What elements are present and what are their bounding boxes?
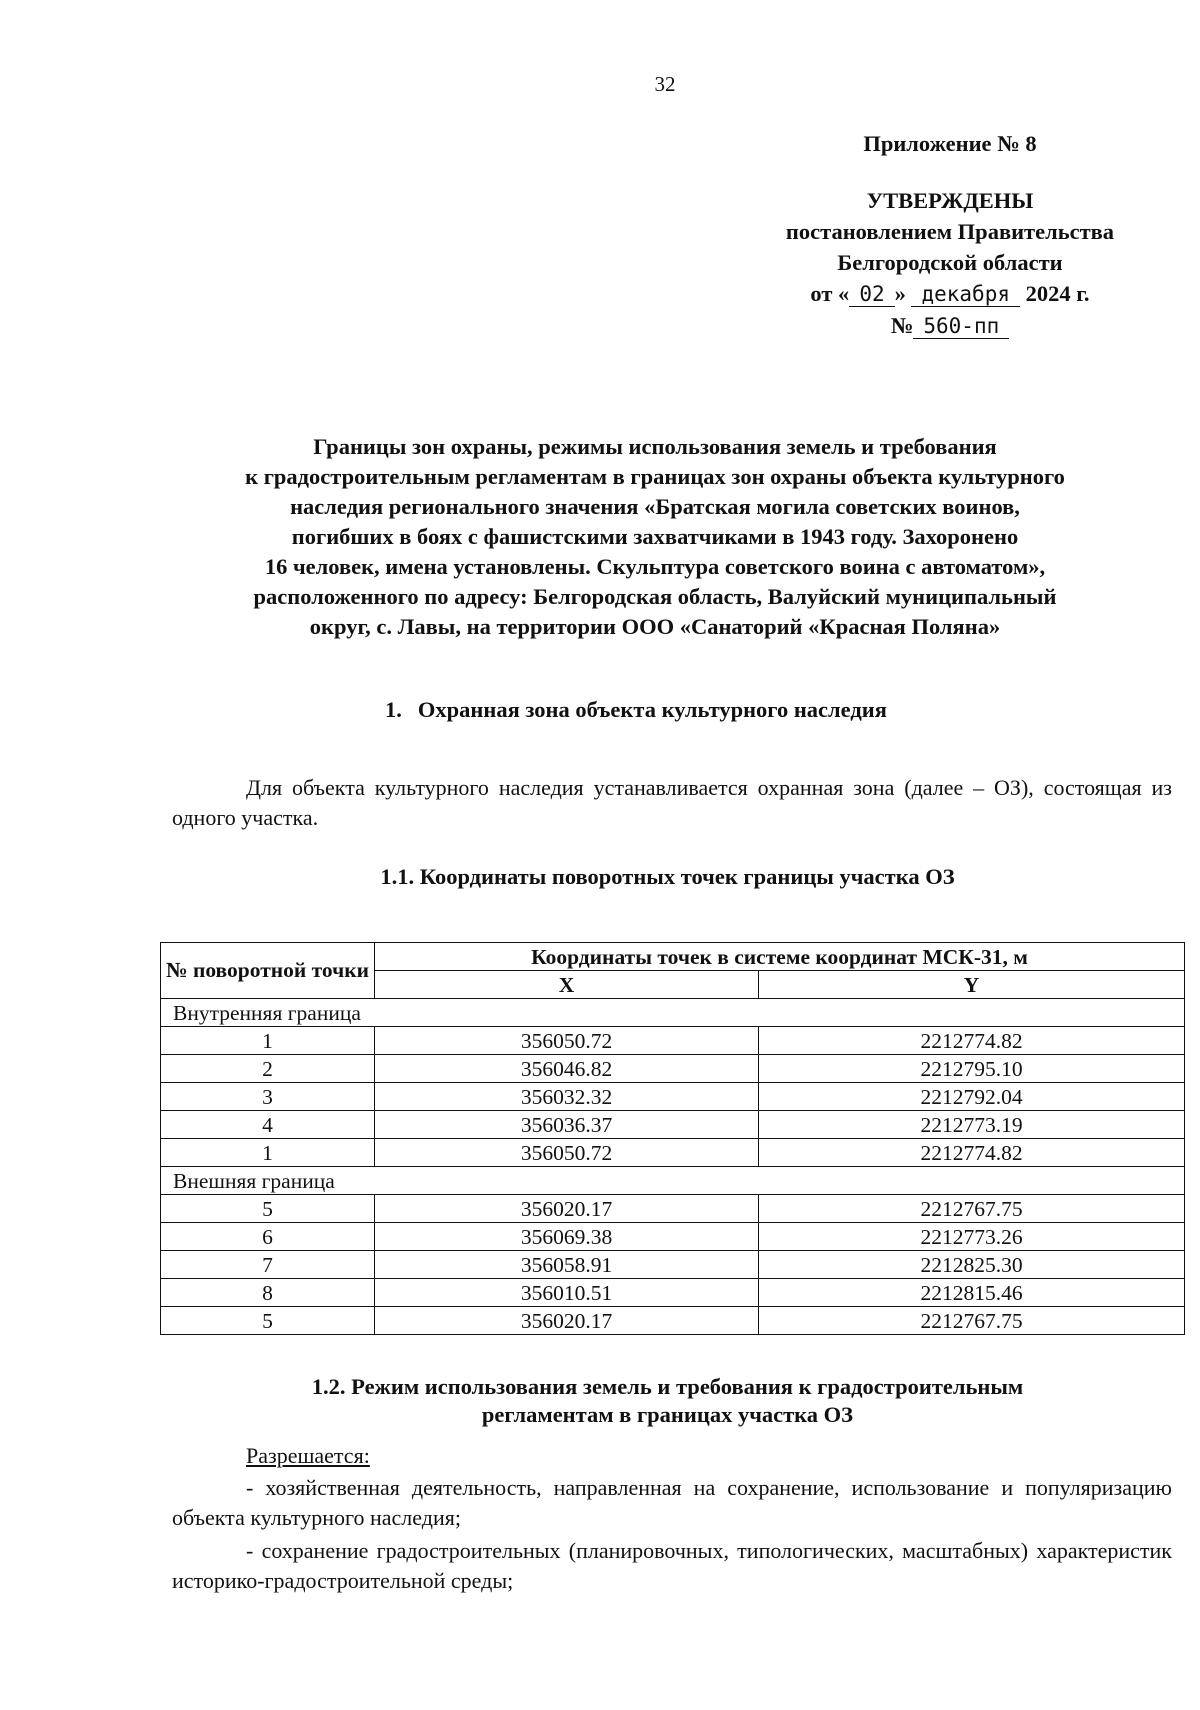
date-prefix: от « <box>810 281 850 306</box>
section-1-1-heading: 1.1. Координаты поворотных точек границы участка ОЗ <box>380 864 955 889</box>
date-month: декабря <box>911 282 1020 307</box>
section-1-2-heading-line1: 1.2. Режим использования земель и требования к градостроительным <box>311 1374 1024 1399</box>
approved-region-line: Белгородской области <box>837 250 1063 275</box>
y-value: 2212795.10 <box>759 1055 1185 1083</box>
table-row <box>161 1111 1185 1139</box>
y-value: 2212773.26 <box>759 1223 1185 1251</box>
point-number: 2 <box>161 1055 375 1083</box>
title-line: Границы зон охраны, режимы использования земель и требования <box>313 434 997 459</box>
x-value: 356020.17 <box>375 1307 759 1335</box>
number-value: 560-пп <box>913 314 1009 339</box>
y-value: 2212773.19 <box>759 1111 1185 1139</box>
y-value: 2212774.82 <box>759 1139 1185 1167</box>
point-number: 3 <box>161 1083 375 1111</box>
y-header: Y <box>759 971 1185 999</box>
section-1-title: Охранная зона объекта культурного наследия <box>417 697 887 722</box>
point-number: 5 <box>161 1307 375 1335</box>
point-number-header: № поворотной точки <box>161 943 375 999</box>
approval-number <box>700 310 1200 342</box>
title-line: расположенного по адресу: Белгородская область, Валуйский муниципальный <box>253 584 1057 609</box>
x-value: 356036.37 <box>375 1111 759 1139</box>
section-1-2-heading <box>150 1373 1185 1429</box>
section-1-number: 1. <box>385 697 402 722</box>
point-number: 8 <box>161 1279 375 1307</box>
section-1-paragraph: Для объекта культурного наследия устанавливается охранная зона (далее – ОЗ), состоящая из одного участка. <box>172 775 1172 830</box>
x-value: 356010.51 <box>375 1279 759 1307</box>
y-value: 2212767.75 <box>759 1195 1185 1223</box>
section-1-2-heading-line2: регламентам в границах участка ОЗ <box>481 1402 854 1427</box>
table-row <box>161 1083 1185 1111</box>
table-row <box>161 1223 1185 1251</box>
point-number: 6 <box>161 1223 375 1251</box>
title-line: округ, с. Лавы, на территории ООО «Санаторий «Красная Поляна» <box>309 614 1001 639</box>
x-value: 356069.38 <box>375 1223 759 1251</box>
allowed-label: Разрешается: <box>246 1443 370 1468</box>
allowed-item-2: - сохранение градостроительных (планировочных, типологических, масштабных) характеристик историко-градостроительной среды; <box>172 1538 1172 1593</box>
x-value: 356020.17 <box>375 1195 759 1223</box>
point-number: 5 <box>161 1195 375 1223</box>
approval-date <box>700 278 1200 310</box>
date-year: 2024 г. <box>1025 281 1090 306</box>
x-value: 356058.91 <box>375 1251 759 1279</box>
x-value: 356046.82 <box>375 1055 759 1083</box>
table-row <box>161 1251 1185 1279</box>
document-title <box>150 432 1160 642</box>
table-row <box>161 1027 1185 1055</box>
table-row <box>161 1195 1185 1223</box>
appendix-label: Приложение № 8 <box>863 131 1037 156</box>
coord-system-header: Координаты точек в системе координат МСК-31, м <box>375 943 1185 971</box>
point-number: 7 <box>161 1251 375 1279</box>
approval-block <box>700 128 1200 342</box>
table-row <box>161 1307 1185 1335</box>
title-line: к градостроительным регламентам в границах зон охраны объекта культурного <box>245 464 1065 489</box>
point-number: 1 <box>161 1027 375 1055</box>
coordinates-table <box>160 942 1185 1335</box>
y-value: 2212815.46 <box>759 1279 1185 1307</box>
x-value: 356050.72 <box>375 1027 759 1055</box>
number-prefix: № <box>890 313 914 338</box>
date-mid: » <box>894 281 906 306</box>
title-line: наследия регионального значения «Братская могила советских воинов, <box>290 494 1020 519</box>
date-day: 02 <box>849 282 894 307</box>
x-value: 356050.72 <box>375 1139 759 1167</box>
y-value: 2212774.82 <box>759 1027 1185 1055</box>
table-row <box>161 1055 1185 1083</box>
page-number: 32 <box>654 72 676 96</box>
table-row <box>161 1139 1185 1167</box>
point-number: 4 <box>161 1111 375 1139</box>
x-value: 356032.32 <box>375 1083 759 1111</box>
y-value: 2212825.30 <box>759 1251 1185 1279</box>
allowed-item-1: - хозяйственная деятельность, направленная на сохранение, использование и популяризацию объекта культурного наследия; <box>172 1475 1172 1530</box>
title-line: 16 человек, имена установлены. Скульптура советского воина с автоматом», <box>264 554 1046 579</box>
y-value: 2212767.75 <box>759 1307 1185 1335</box>
title-line: погибших в боях с фашистскими захватчиками в 1943 году. Захоронено <box>291 524 1019 549</box>
approved-by-line: постановлением Правительства <box>785 219 1115 244</box>
point-number: 1 <box>161 1139 375 1167</box>
section-1-heading <box>385 697 887 723</box>
approved-title: УТВЕРЖДЕНЫ <box>866 188 1034 213</box>
table-row <box>161 1279 1185 1307</box>
outer-boundary-label: Внешняя граница <box>161 1167 1185 1195</box>
inner-boundary-label: Внутренняя граница <box>161 999 1185 1027</box>
x-header: X <box>375 971 759 999</box>
y-value: 2212792.04 <box>759 1083 1185 1111</box>
